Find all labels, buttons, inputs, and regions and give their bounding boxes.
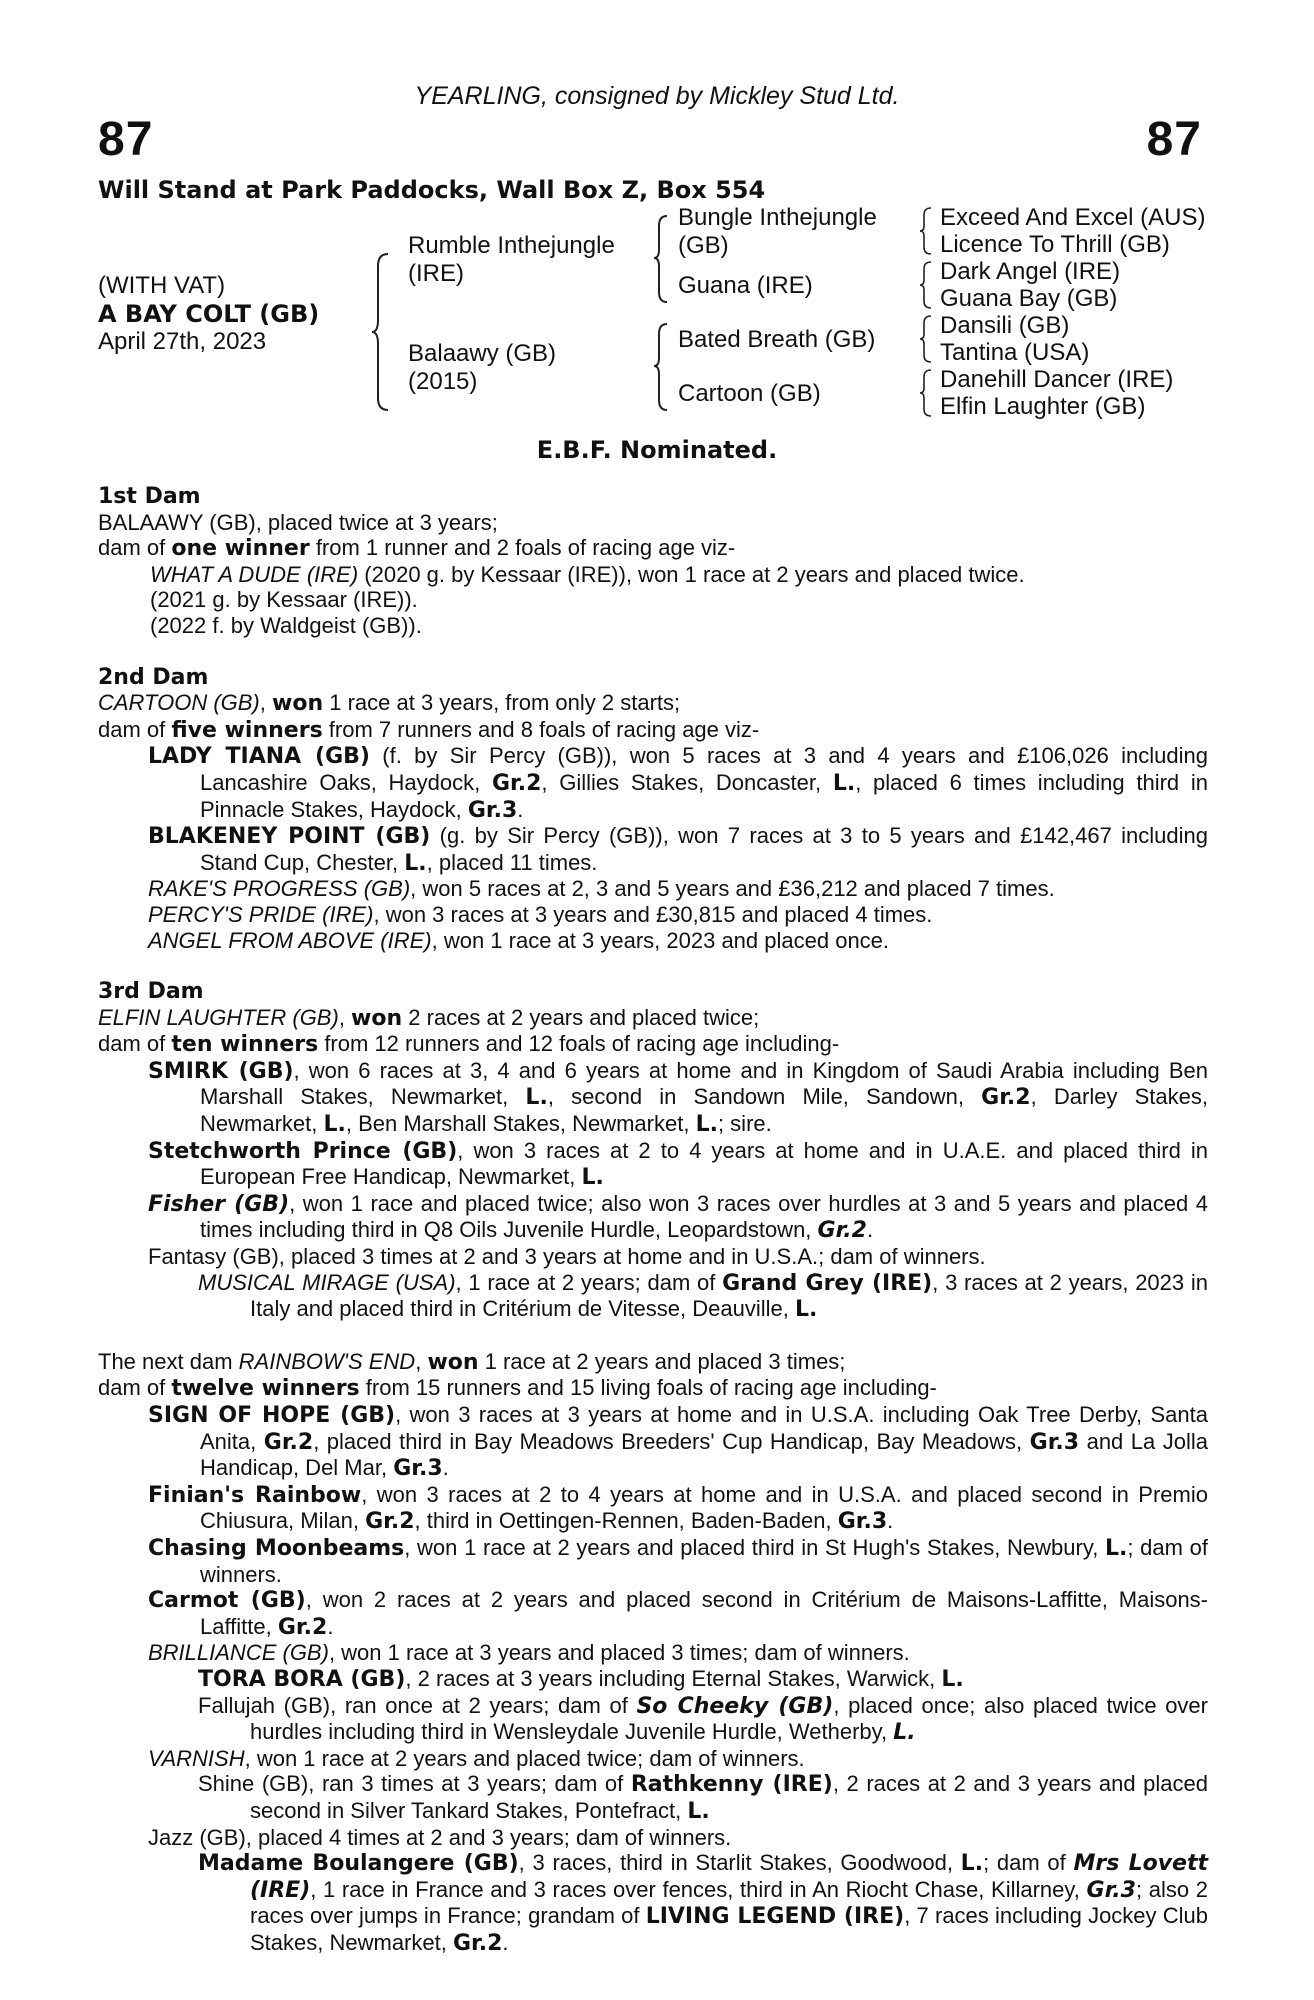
sire-brace-icon <box>652 214 670 304</box>
dam-brace-icon <box>652 322 670 412</box>
second-dam-section <box>98 665 1208 954</box>
produce-entry: PERCY'S PRIDE (IRE), won 3 races at 3 years and £30,815 and placed 4 times. <box>148 901 933 927</box>
produce-entry: BRILLIANCE (GB), won 1 race at 3 years and placed 3 times; dam of winners. <box>148 1640 910 1666</box>
dam-dam: Cartoon (GB) <box>678 380 821 407</box>
produce-entry: Fisher (GB), won 1 race and placed twice; also won 3 races over hurdles at 3 and 5 years and placed 4 times including third in Q8 Oils Juvenile Hurdle, Leopardstown, Gr.2. <box>148 1190 1208 1244</box>
dam-line: ELFIN LAUGHTER (GB), won 2 races at 2 years and placed twice; <box>98 1004 760 1031</box>
section-heading: 2nd Dam <box>98 664 209 690</box>
lot-number-left: 87 <box>98 113 154 166</box>
produce-entry: RAKE'S PROGRESS (GB), won 5 races at 2, 3 and 5 years and £36,212 and placed 7 times. <box>148 876 1055 902</box>
produce-entry: VARNISH, won 1 race at 2 years and placed twice; dam of winners. <box>148 1745 805 1771</box>
consignor-line: YEARLING, consigned by Mickley Stud Ltd. <box>414 82 900 110</box>
produce-summary: dam of five winners from 7 runners and 8 foals of racing age viz- <box>98 716 760 743</box>
foaling-date: April 27th, 2023 <box>98 328 267 355</box>
g4-brace-2-icon <box>918 260 934 310</box>
g4-1: Exceed And Excel (AUS) <box>940 204 1206 231</box>
g4-brace-1-icon <box>918 206 934 256</box>
g4-2: Licence To Thrill (GB) <box>940 231 1170 258</box>
g4-8: Elfin Laughter (GB) <box>940 393 1146 420</box>
produce-entry: MUSICAL MIRAGE (USA), 1 race at 2 years; dam of Grand Grey (IRE), 3 races at 2 years, 2023 in Italy and placed third in Critérium de Vitesse, Deauville, L. <box>198 1269 1208 1323</box>
produce-entry: Chasing Moonbeams, won 1 race at 2 years and placed third in St Hugh's Stakes, Newbury, L.; dam of winners. <box>148 1534 1209 1587</box>
produce-entry: SMIRK (GB), won 6 races at 3, 4 and 6 years at home and in Kingdom of Saudi Arabia including Ben Marshall Stakes, Newmarket, L., second in Sandown Mile, Sandown, Gr.2, Darley Stakes, Newmarket, L., Ben Marshall Stakes, Newmarket, L.; sire. <box>148 1057 1209 1138</box>
dam-line: CARTOON (GB), won 1 race at 3 years, from only 2 starts; <box>98 690 681 717</box>
catalogue-body <box>98 484 1208 1956</box>
produce-entry: Fallujah (GB), ran once at 2 years; dam of So Cheeky (GB), placed once; also placed twice over hurdles including third in Wensleydale Juvenile Hurdle, Wetherby, L. <box>198 1692 1208 1746</box>
g4-7: Danehill Dancer (IRE) <box>940 366 1174 393</box>
produce-entry: Shine (GB), ran 3 times at 3 years; dam of Rathkenny (IRE), 2 races at 2 and 3 years and placed second in Silver Tankard Stakes, Pontefract, L. <box>198 1771 1209 1824</box>
g4-5: Dansili (GB) <box>940 312 1070 339</box>
produce-entry: (2021 g. by Kessaar (IRE)). <box>150 587 418 613</box>
g4-4: Guana Bay (GB) <box>940 285 1118 312</box>
produce-entry: ANGEL FROM ABOVE (IRE), won 1 race at 3 years, 2023 and placed once. <box>148 927 890 953</box>
produce-summary: dam of one winner from 1 runner and 2 foals of racing age viz- <box>98 535 736 562</box>
horse-name: A BAY COLT (GB) <box>98 300 320 328</box>
produce-summary: dam of twelve winners from 15 runners and 15 living foals of racing age including- <box>98 1375 937 1402</box>
produce-entry: Carmot (GB), won 2 races at 2 years and placed second in Critérium de Maisons-Laffitte, Maisons-Laffitte, Gr.2. <box>148 1587 1209 1640</box>
produce-entry: Finian's Rainbow, won 3 races at 2 to 4 years at home and in U.S.A. and placed second in Premio Chiusura, Milan, Gr.2, third in Oettingen-Rennen, Baden-Baden, Gr.3. <box>148 1481 1208 1535</box>
produce-entry: TORA BORA (GB), 2 races at 3 years including Eternal Stakes, Warwick, L. <box>198 1665 964 1692</box>
dam-name: Balaawy (GB) (2015) <box>408 340 557 395</box>
produce-entry: SIGN OF HOPE (GB), won 3 races at 3 years at home and in U.S.A. including Oak Tree Derby, Santa Anita, Gr.2, placed third in Bay Meadows Breeders' Cup Handicap, Bay Meadows, Gr.3 and La Jolla Handicap, Del Mar, Gr.3. <box>148 1402 1209 1482</box>
sire-dam: Guana (IRE) <box>678 272 813 299</box>
first-dam-section <box>98 484 1208 639</box>
dam-line: The next dam RAINBOW'S END, won 1 race at 2 years and placed 3 times; <box>98 1348 846 1375</box>
third-dam-section <box>98 979 1208 1323</box>
section-heading: 3rd Dam <box>98 979 204 1005</box>
section-heading: 1st Dam <box>98 484 201 509</box>
produce-entry: BLAKENEY POINT (GB) (g. by Sir Percy (GB)), won 7 races at 3 to 5 years and £142,467 including Stand Cup, Chester, L., placed 11 times. <box>148 823 1208 876</box>
lot-number-right: 87 <box>1146 113 1202 166</box>
produce-summary: dam of ten winners from 12 runners and 12 foals of racing age including- <box>98 1031 840 1058</box>
stand-location: Will Stand at Park Paddocks, Wall Box Z, Box 554 <box>98 176 766 204</box>
produce-entry: Fantasy (GB), placed 3 times at 2 and 3 years at home and in U.S.A.; dam of winners. <box>148 1244 986 1270</box>
vat-note: (WITH VAT) <box>98 272 226 299</box>
g4-brace-4-icon <box>918 368 934 418</box>
g4-6: Tantina (USA) <box>940 339 1090 366</box>
dam-line: BALAAWY (GB), placed twice at 3 years; <box>98 509 498 535</box>
produce-entry: Madame Boulangere (GB), 3 races, third in Starlit Stakes, Goodwood, L.; dam of Mrs Lovett (IRE), 1 race in France and 3 races over fences, third in An Riocht Chase, Killarney, Gr.3; also 2 races over jumps in France; grandam of LIVING LEGEND (IRE), 7 races including Jockey Club Stakes, Newmarket, Gr.2. <box>198 1850 1209 1956</box>
produce-entry: (2022 f. by Waldgeist (GB)). <box>150 612 422 638</box>
produce-entry: WHAT A DUDE (IRE) (2020 g. by Kessaar (IRE)), won 1 race at 2 years and placed twice. <box>150 561 1025 587</box>
produce-entry: LADY TIANA (GB) (f. by Sir Percy (GB)), won 5 races at 3 and 4 years and £106,026 including Lancashire Oaks, Haydock, Gr.2, Gillies Stakes, Doncaster, L., placed 6 times including third in Pinnacle Stakes, Haydock, Gr.3. <box>148 743 1209 823</box>
pedigree-brace-icon <box>370 252 392 412</box>
ebf-nomination: E.B.F. Nominated. <box>536 436 778 464</box>
g4-3: Dark Angel (IRE) <box>940 258 1121 285</box>
fourth-dam-section <box>98 1349 1208 1957</box>
produce-entry: Jazz (GB), placed 4 times at 2 and 3 years; dam of winners. <box>148 1824 732 1850</box>
dam-sire: Bated Breath (GB) <box>678 326 876 353</box>
produce-entry: Stetchworth Prince (GB), won 3 races at 2 to 4 years at home and in U.A.E. and placed third in European Free Handicap, Newmarket, L. <box>148 1137 1208 1191</box>
sire-sire: Bungle Inthejungle (GB) <box>678 204 877 259</box>
g4-brace-3-icon <box>918 314 934 364</box>
sire-name: Rumble Inthejungle (IRE) <box>408 232 615 287</box>
